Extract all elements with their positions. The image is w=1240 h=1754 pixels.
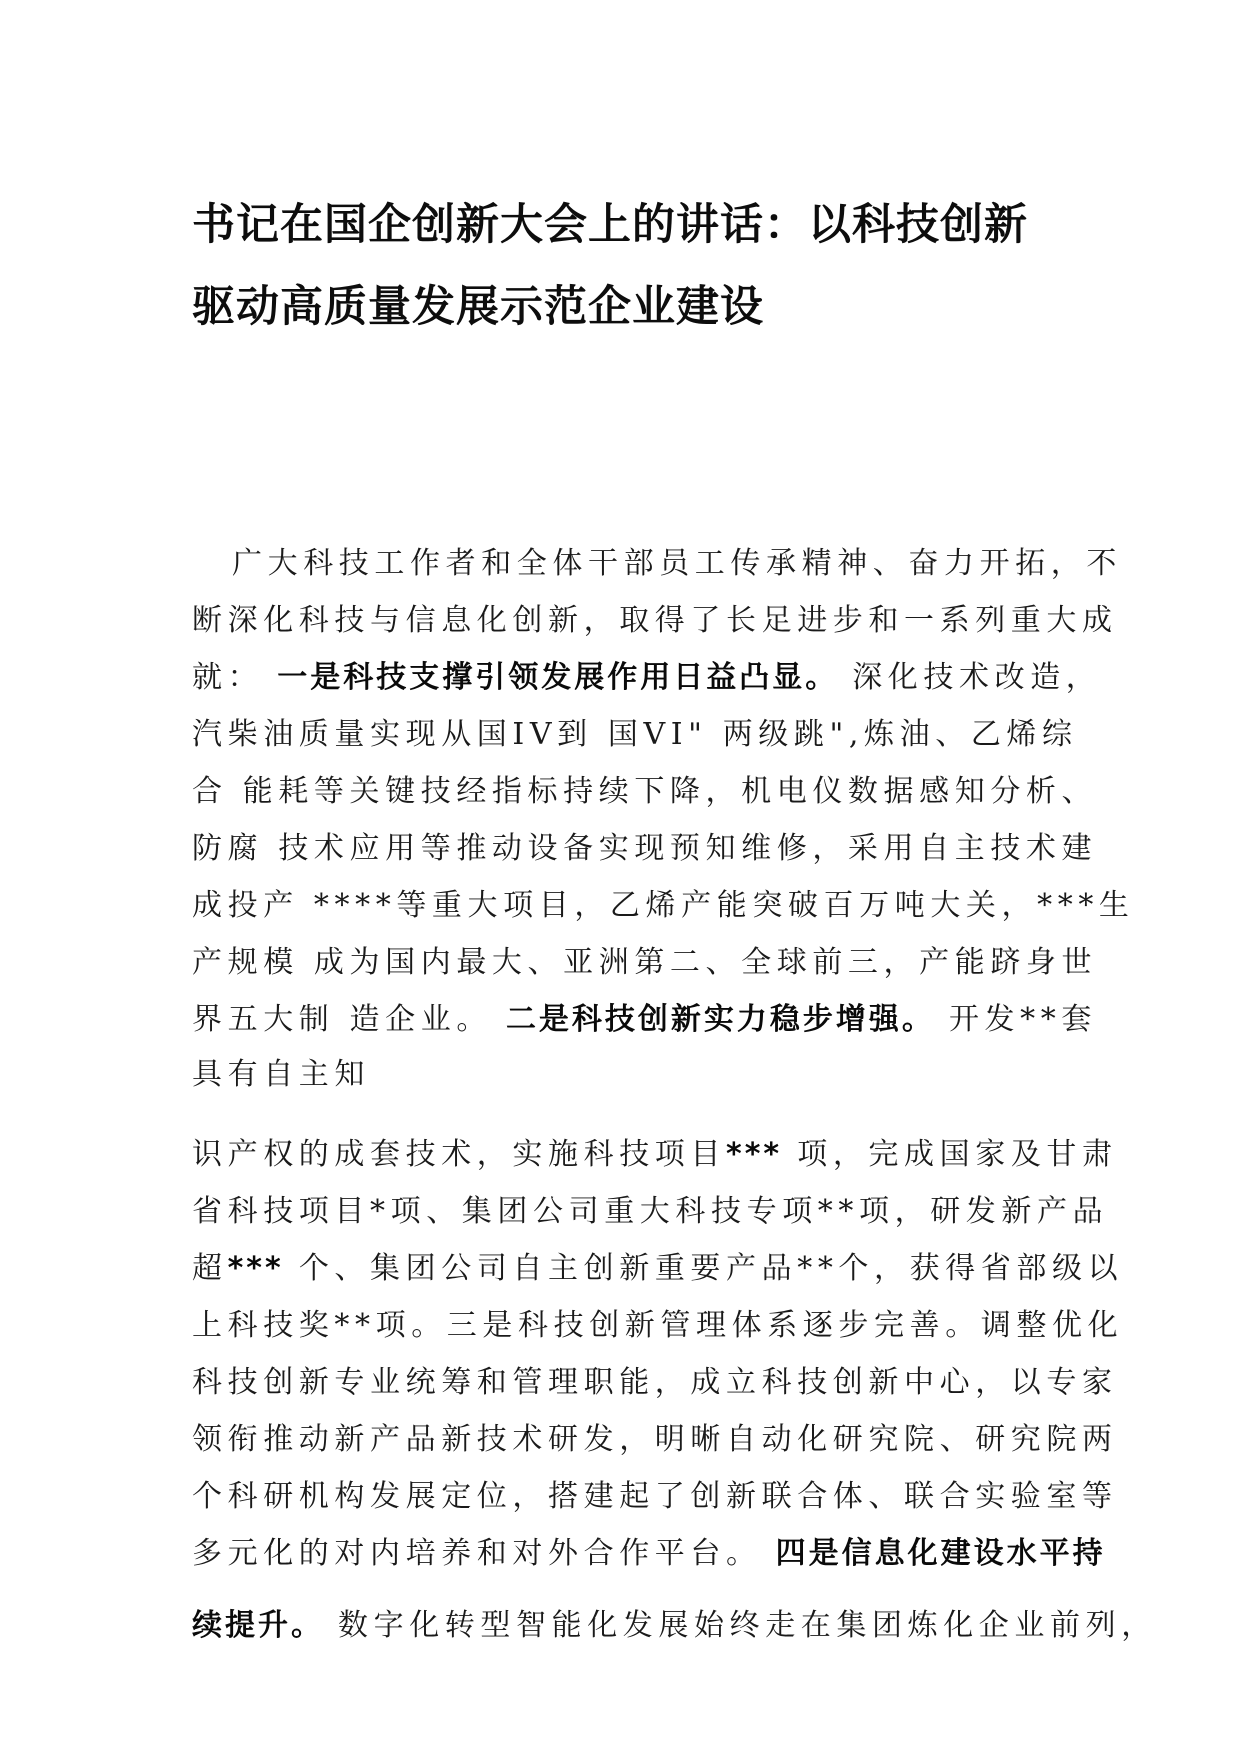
- line-text: 多元化的对内培养和对外合作平台。: [192, 1536, 762, 1571]
- paragraph-1-line-9: [192, 1000, 1097, 1040]
- title-line-2: 驱动高质量发展示范企业建设: [192, 282, 764, 332]
- paragraph-2-line-4: 上科技奖**项。三是科技创新管理体系逐步完善。调整优化: [192, 1308, 1124, 1343]
- line-text: 个、集团公司自主创新重要产品**个，获得省部级以: [283, 1251, 1124, 1286]
- document-title: [192, 184, 1072, 348]
- paragraph-2-line-6: 领衔推动新产品新技术研发，明晰自动化研究院、研究院两: [192, 1422, 1118, 1457]
- line-text: 超: [192, 1251, 228, 1286]
- paragraph-1-line-10: 具有自主知: [192, 1057, 370, 1092]
- paragraph-2-line-1: [192, 1135, 1118, 1175]
- line-text: 数字化转型智能化发展始终走在集团炼化企业前列，: [338, 1608, 1157, 1643]
- paragraph-2-line-3: [192, 1249, 1123, 1289]
- line-text: 开发**套: [948, 1002, 1097, 1037]
- bold-heading-4: 四是信息化建设水平持: [775, 1536, 1106, 1571]
- paragraph-1-line-7: 成投产 ****等重大项目，乙烯产能突破百万吨大关，***生: [192, 888, 1135, 923]
- paragraph-2-line-9: [192, 1606, 1157, 1646]
- bold-heading-2: 二是科技创新实力稳步增强。: [505, 1002, 935, 1037]
- line-text: 就：: [192, 660, 264, 695]
- paragraph-1-line-1: 广大科技工作者和全体干部员工传承精神、奋力开拓，不: [232, 546, 1122, 581]
- bold-count: ***: [227, 1251, 284, 1286]
- paragraph-1-line-4: 汽柴油质量实现从国IV到 国VI" 两级跳",炼油、乙烯综: [192, 717, 1078, 752]
- title-line-1: 书记在国企创新大会上的讲话：以科技创新: [192, 200, 1028, 250]
- bold-heading-1: 一是科技支撑引领发展作用日益凸显。: [277, 660, 839, 695]
- paragraph-1-line-6: 防腐 技术应用等推动设备实现预知维修，采用自主技术建: [192, 831, 1098, 866]
- paragraph-1-line-2: 断深化科技与信息化创新，取得了长足进步和一系列重大成: [192, 603, 1118, 638]
- paragraph-1-line-3: [192, 658, 1101, 698]
- bold-count: ***: [726, 1137, 783, 1172]
- paragraph-1-line-8: 产规模 成为国内最大、亚洲第二、全球前三，产能跻身世: [192, 945, 1098, 980]
- line-text: 识产权的成套技术，实施科技项目: [192, 1137, 726, 1172]
- line-text: 界五大制 造企业。: [192, 1002, 492, 1037]
- paragraph-2-line-7: 个科研机构发展定位，搭建起了创新联合体、联合实验室等: [192, 1479, 1118, 1514]
- bold-heading-4-end: 续提升。: [192, 1608, 324, 1643]
- line-text: 项，完成国家及甘肃: [782, 1137, 1118, 1172]
- paragraph-2-line-2: 省科技项目*项、集团公司重大科技专项**项，研发新产品: [192, 1194, 1109, 1229]
- line-text: 深化技术改造，: [852, 660, 1102, 695]
- paragraph-2-line-8: [192, 1534, 1106, 1574]
- paragraph-2-line-5: 科技创新专业统筹和管理职能，成立科技创新中心，以专家: [192, 1365, 1118, 1400]
- paragraph-1-line-5: 合 能耗等关键技经指标持续下降，机电仪数据感知分析、: [192, 774, 1098, 809]
